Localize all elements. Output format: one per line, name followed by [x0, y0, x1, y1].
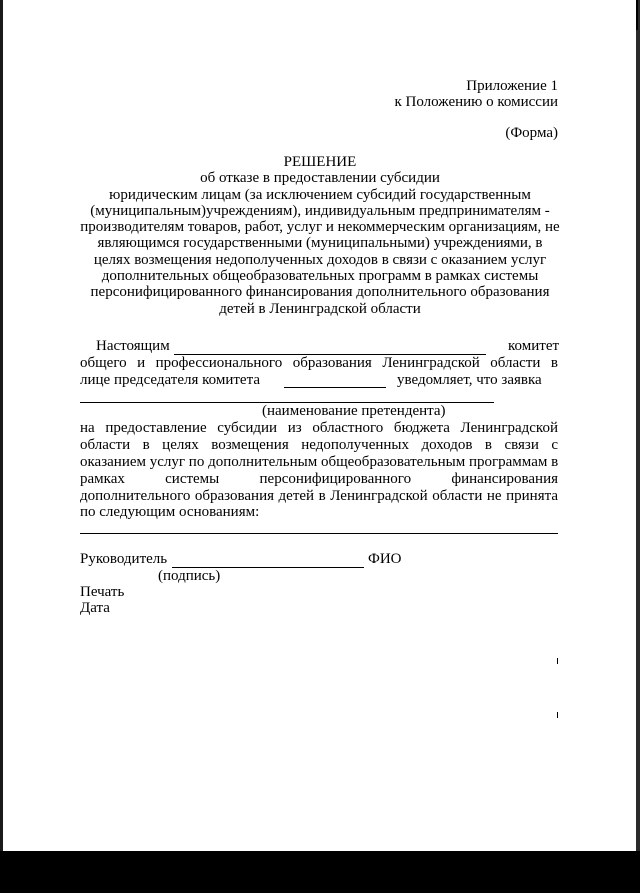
paragraph-1-line-2: общего и профессионального образования Ленинградской области в — [80, 355, 558, 371]
appendix-number: Приложение 1 — [466, 78, 558, 94]
full-name-label: ФИО — [368, 551, 402, 567]
scan-edge-right — [636, 0, 640, 851]
document-heading: РЕШЕНИЕ — [283, 154, 357, 170]
title-line: (муниципальным)учреждениям), индивидуальным предпринимателям - — [90, 202, 550, 219]
signature-caption: (подпись) — [158, 568, 221, 584]
applicant-caption: (наименование претендента) — [262, 403, 446, 419]
form-label: (Форма) — [505, 125, 558, 141]
paragraph-2-line: рамках системы персонифицированного финансирования — [80, 471, 558, 487]
title-line: производителям товаров, работ, услуг и некоммерческим организациям, не — [80, 219, 560, 236]
head-label: Руководитель — [80, 551, 168, 567]
title-line: являющимся государственными (муниципальными) учреждениями, в — [97, 235, 543, 252]
title-line: целях возмещения недополученных доходов в связи с оказанием услуг — [93, 251, 547, 268]
scan-edge-right-mark — [636, 0, 638, 30]
document-title-block — [60, 154, 580, 317]
paragraph-1-line-3a: лице председателя комитета — [80, 372, 260, 388]
title-line: персонифицированного финансирования дополнительного образования — [90, 284, 550, 301]
paragraph-1-end: комитет — [508, 338, 560, 354]
scan-edge-left — [0, 0, 3, 851]
chairman-name-blank[interactable] — [284, 387, 386, 388]
title-line: об отказе в предоставлении субсидии — [200, 170, 440, 187]
paragraph-2-line: оказанием услуг по дополнительным общеобразовательным программам в — [80, 454, 559, 470]
scan-speck — [557, 712, 558, 718]
paragraph-2-last-line: по следующим основаниям: — [80, 504, 260, 520]
scan-speck — [557, 658, 558, 664]
paragraph-1-line-3b: уведомляет, что заявка — [397, 372, 542, 388]
paragraph-2-line: на предоставление субсидии из областного бюджета Ленинградской — [80, 420, 558, 436]
paragraph-2-line: дополнительного образования детей в Ленинградской области не принята — [80, 488, 558, 504]
title-line: детей в Ленинградской области — [219, 300, 421, 317]
paragraph-1-start: Настоящим — [96, 338, 170, 354]
date-label: Дата — [80, 600, 110, 616]
grounds-blank-line[interactable] — [80, 533, 558, 534]
paragraph-2-line: области в целях возмещения недополученных доходов в связи с — [80, 437, 558, 453]
stamp-label: Печать — [80, 584, 125, 600]
title-line: дополнительных общеобразовательных программ в рамках системы — [101, 268, 539, 285]
scan-bottom-band — [0, 851, 640, 893]
appendix-reference: к Положению о комиссии — [394, 94, 558, 110]
title-line: юридическим лицам (за исключением субсидий государственным — [109, 186, 531, 203]
